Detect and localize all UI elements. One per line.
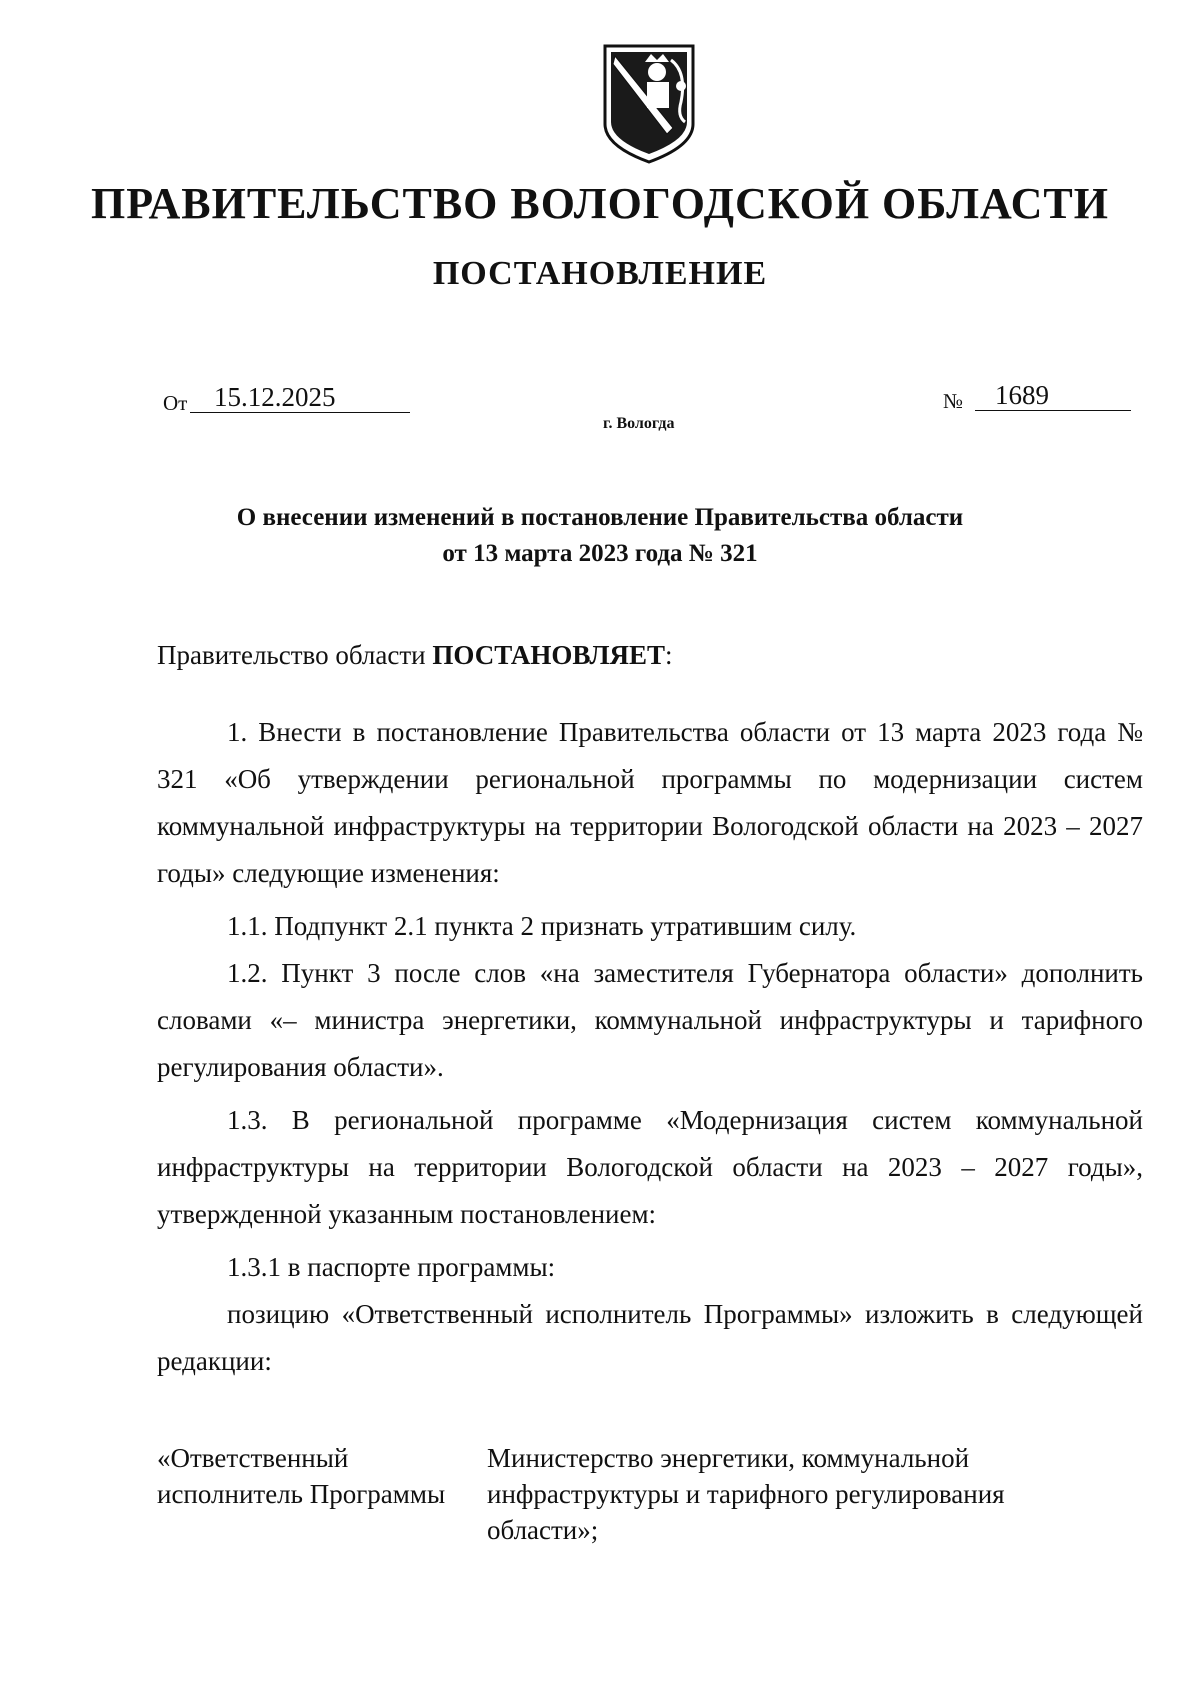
document-type-title: ПОСТАНОВЛЕНИЕ xyxy=(432,255,768,292)
document-number: 1689 xyxy=(975,380,1131,411)
lead-text: Правительство области xyxy=(157,640,433,670)
paragraph-1-3-1: 1.3.1 в паспорте программы: xyxy=(227,1252,556,1282)
table-cell-left: «Ответственный исполнитель Программы xyxy=(157,1443,446,1509)
resolution-lead xyxy=(157,632,1143,679)
paragraph-1-3-1-position: позицию «Ответственный исполнитель Программы» изложить в следующей редакции: xyxy=(157,1299,1143,1376)
lead-keyword: ПОСТАНОВЛЯЕТ xyxy=(432,640,665,670)
lead-colon: : xyxy=(664,640,673,670)
coat-of-arms-icon xyxy=(601,42,697,164)
table-cell-right: Министерство энергетики, коммунальной инфраструктуры и тарифного регулирования области»; xyxy=(487,1443,1005,1545)
document-date: 15.12.2025 xyxy=(190,382,410,413)
number-prefix: № xyxy=(943,389,964,413)
date-prefix: От xyxy=(163,391,188,415)
paragraph-1-1: 1.1. Подпункт 2.1 пункта 2 признать утратившим силу. xyxy=(227,911,857,941)
subject-line-1: О внесении изменений в постановление Правительства области xyxy=(236,504,964,531)
paragraph-1-2: 1.2. Пункт 3 после слов «на заместителя Губернатора области» дополнить словами «– министра энергетики, коммунальной инфраструктуры и тарифного регулирования области». xyxy=(157,958,1143,1082)
paragraph-1-3: 1.3. В региональной программе «Модернизация систем коммунальной инфраструктуры на территории Вологодской области на 2023 – 2027 годы», утвержденной указанным постановлением: xyxy=(157,1105,1143,1229)
paragraph-1: 1. Внести в постановление Правительства области от 13 марта 2023 года № 321 «Об утверждении региональной программы по модернизации систем коммунальной инфраструктуры на территории Вологодской области на 2023 – 2027 годы» следующие изменения: xyxy=(157,717,1143,888)
city-label: г. Вологда xyxy=(603,415,675,432)
document-subject xyxy=(0,500,1200,572)
government-title: ПРАВИТЕЛЬСТВО ВОЛОГОДСКОЙ ОБЛАСТИ xyxy=(91,179,1109,228)
subject-line-2: от 13 марта 2023 года № 321 xyxy=(442,540,758,567)
